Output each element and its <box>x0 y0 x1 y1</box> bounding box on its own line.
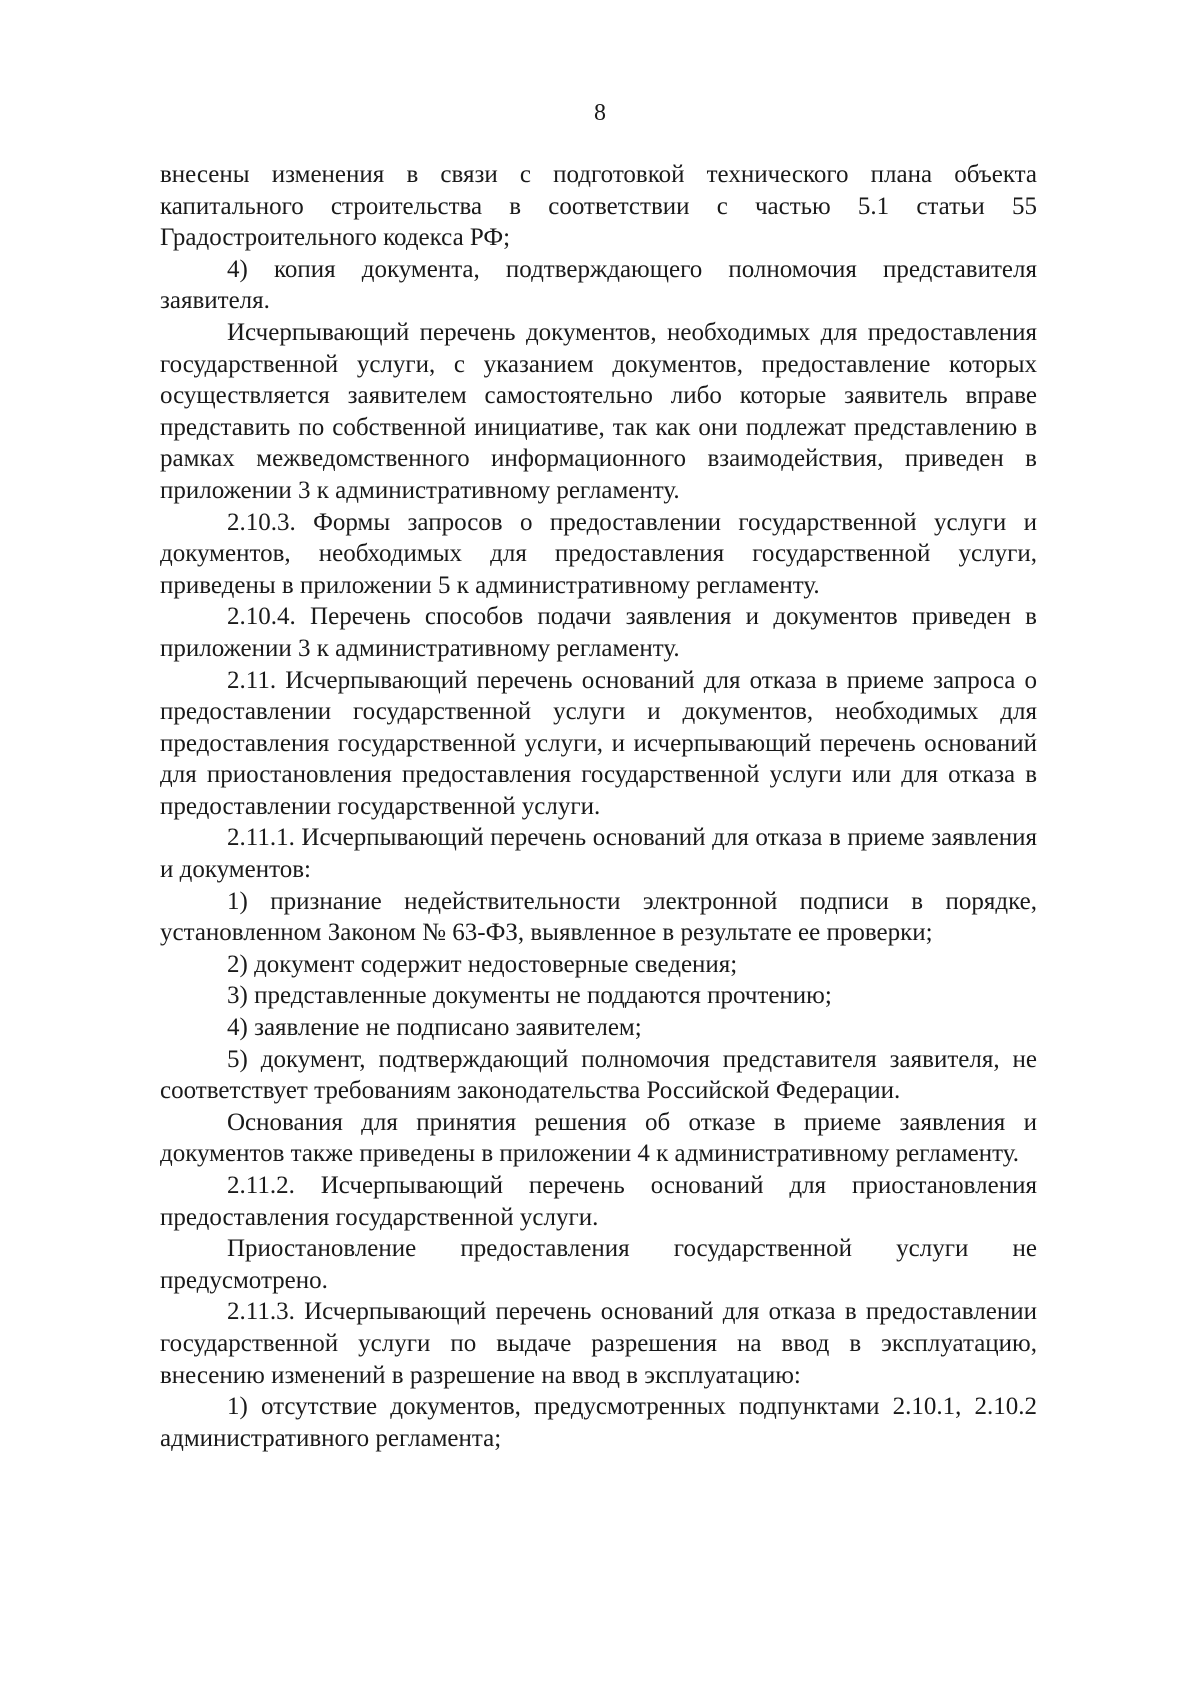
list-item: 3) представленные документы не поддаются прочтению; <box>227 982 832 1010</box>
paragraph: Исчерпывающий перечень документов, необходимых для предоставления государственной услуги, с указанием документов, предоставление которых осуществляется заявителем самостоятельно либо которые заявитель вправе представить по собственной инициативе, так как они подлежат представлению в рамках межведомственного информационного взаимодействия, приведен в приложении 3 к административному регламенту. <box>160 318 1037 504</box>
paragraph: 2.11.2. Исчерпывающий перечень оснований для приостановления предоставления государственной услуги. <box>160 1172 1037 1231</box>
list-item: 4) заявление не подписано заявителем; <box>227 1014 642 1042</box>
paragraph: 4) копия документа, подтверждающего полномочия представителя заявителя. <box>160 255 1037 315</box>
document-body <box>160 159 1037 1454</box>
paragraph: 2.10.4. Перечень способов подачи заявления и документов приведен в приложении 3 к административному регламенту. <box>160 603 1037 662</box>
list-item: 2) документ содержит недостоверные сведения; <box>227 950 738 978</box>
paragraph: Основания для принятия решения об отказе в приеме заявления и документов также приведены в приложении 4 к административному регламенту. <box>160 1108 1037 1168</box>
paragraph: Приостановление предоставления государственной услуги не предусмотрено. <box>160 1235 1037 1294</box>
paragraph: 2.11. Исчерпывающий перечень оснований для отказа в приеме запроса о предоставлении государственной услуги и документов, необходимых для предоставления государственной услуги, и исчерпывающий перечень оснований для приостановления предоставления государственной услуги или для отказа в предоставлении государственной услуги. <box>160 666 1037 820</box>
paragraph: 2.10.3. Формы запросов о предоставлении государственной услуги и документов, необходимых для предоставления государственной услуги, приведены в приложении 5 к административному регламенту. <box>160 508 1037 599</box>
list-item: 1) отсутствие документов, предусмотренных подпунктами 2.10.1, 2.10.2 административного регламента; <box>160 1393 1037 1452</box>
list-item: 5) документ, подтверждающий полномочия представителя заявителя, не соответствует требованиям законодательства Российской Федерации. <box>160 1045 1037 1105</box>
list-item: 1) признание недействительности электронной подписи в порядке, установленном Законом № 63-ФЗ, выявленное в результате ее проверки; <box>160 887 1037 947</box>
paragraph: 2.11.1. Исчерпывающий перечень оснований для отказа в приеме заявления и документов: <box>160 824 1037 884</box>
paragraph: внесены изменения в связи с подготовкой технического плана объекта капитального строительства в соответствии с частью 5.1 статьи 55 Градостроительного кодекса РФ; <box>160 161 1037 252</box>
paragraph: 2.11.3. Исчерпывающий перечень оснований для отказа в предоставлении государственной услуги по выдаче разрешения на ввод в эксплуатацию, внесению изменений в разрешение на ввод в эксплуатацию: <box>160 1298 1037 1389</box>
page-number: 8 <box>594 100 606 126</box>
